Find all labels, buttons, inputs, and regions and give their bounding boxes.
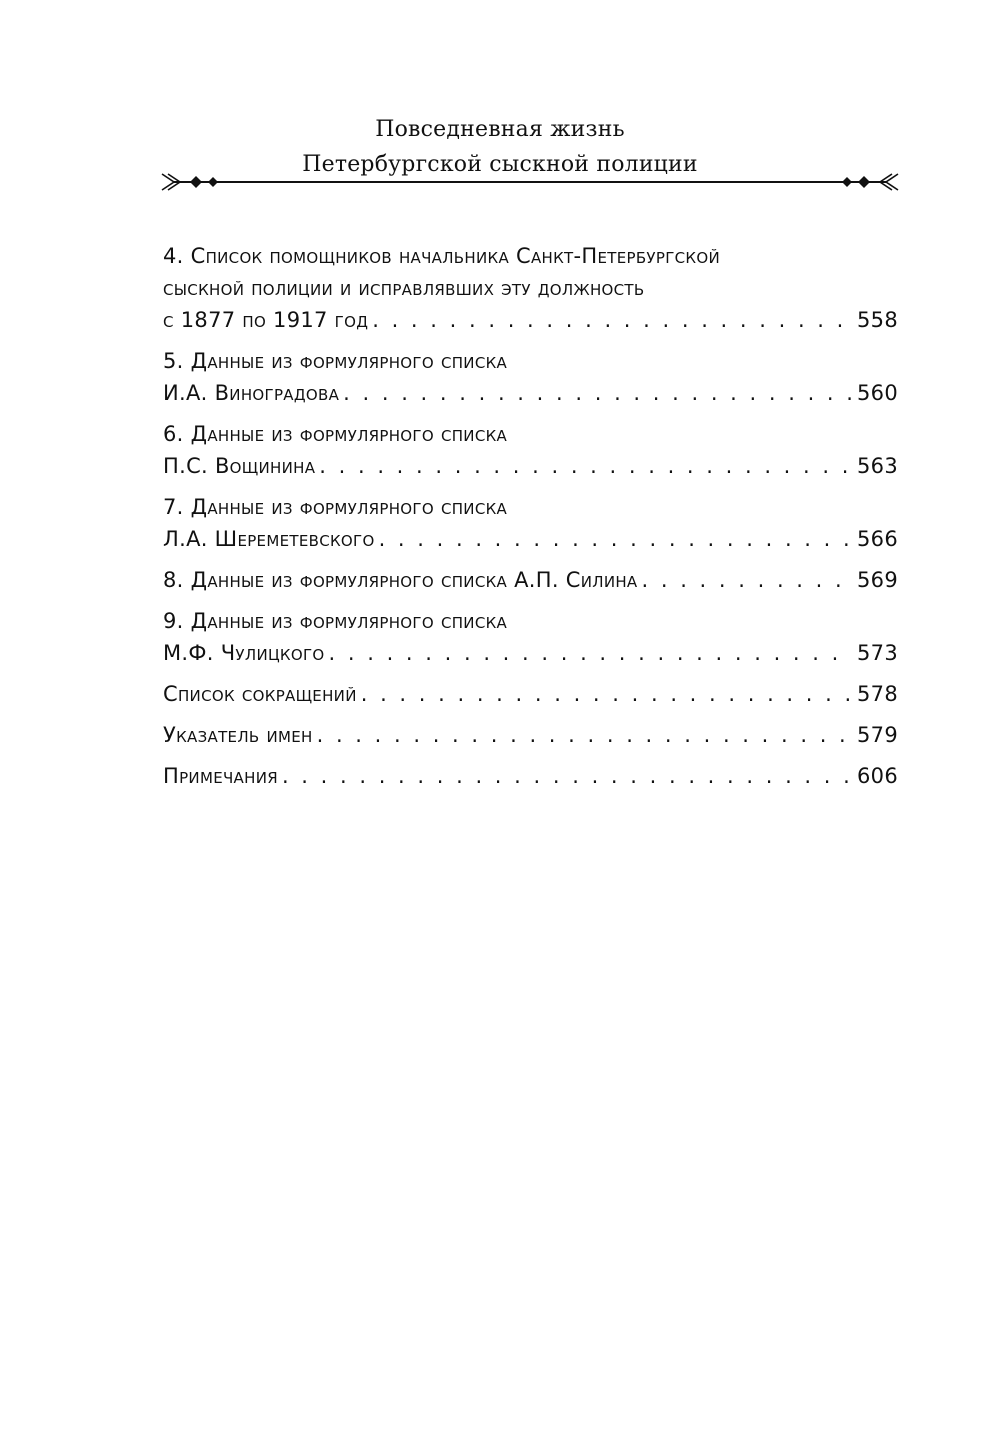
toc-entry-text: с 1877 по 1917 год xyxy=(163,308,369,332)
toc-entry-9[interactable] xyxy=(163,605,898,669)
dot-leader xyxy=(379,523,853,555)
toc-entry-text: Указатель имен xyxy=(163,723,313,747)
toc-entry-text: 7. Данные из формулярного списка xyxy=(163,495,508,519)
toc-entry-6[interactable] xyxy=(163,418,898,482)
toc-entry-7[interactable] xyxy=(163,491,898,555)
toc-entry-text: сыскной полиции и исправлявших эту должность xyxy=(163,276,645,300)
toc-entry-text: Примечания xyxy=(163,764,278,788)
toc-entry-text: Список сокращений xyxy=(163,682,357,706)
toc-entry-8[interactable] xyxy=(163,564,898,596)
toc-entry-name-index[interactable] xyxy=(163,719,898,751)
toc-entry-5[interactable] xyxy=(163,345,898,409)
toc-page-number: 606 xyxy=(857,764,898,788)
toc-page-number: 573 xyxy=(857,641,898,665)
toc-entry-abbreviations[interactable] xyxy=(163,678,898,710)
toc-entry-text: 4. Список помощников начальника Санкт-Петербургской xyxy=(163,244,721,268)
toc-entry-text: 6. Данные из формулярного списка xyxy=(163,422,508,446)
header-line-2: Петербургской сыскной полиции xyxy=(302,152,698,177)
toc-entry-text: И.А. Виноградова xyxy=(163,381,340,405)
dot-leader xyxy=(282,760,853,792)
dot-leader xyxy=(372,304,853,336)
dot-leader xyxy=(319,450,853,482)
toc-entry-notes[interactable] xyxy=(163,760,898,792)
ornamental-rule xyxy=(160,168,900,198)
toc-entry-text: М.Ф. Чулицкого xyxy=(163,641,325,665)
table-of-contents xyxy=(163,240,898,801)
toc-page-number: 578 xyxy=(857,682,898,706)
dot-leader xyxy=(343,377,853,409)
toc-entry-text: 9. Данные из формулярного списка xyxy=(163,609,508,633)
toc-page-number: 579 xyxy=(857,723,898,747)
dot-leader xyxy=(361,678,853,710)
toc-page-number: 558 xyxy=(857,308,898,332)
toc-page-number: 560 xyxy=(857,381,898,405)
toc-page-number: 569 xyxy=(857,568,898,592)
toc-entry-text: Л.А. Шереметевского xyxy=(163,527,375,551)
toc-entry-text: П.С. Вощинина xyxy=(163,454,316,478)
toc-page-number: 563 xyxy=(857,454,898,478)
dot-leader xyxy=(642,564,854,596)
toc-page-number: 566 xyxy=(857,527,898,551)
header-line-1: Повседневная жизнь xyxy=(375,117,625,142)
dot-leader xyxy=(317,719,853,751)
toc-entry-text: 5. Данные из формулярного списка xyxy=(163,349,508,373)
toc-entry-text: 8. Данные из формулярного списка А.П. Силина xyxy=(163,568,638,592)
dot-leader xyxy=(329,637,854,669)
toc-entry-4[interactable] xyxy=(163,240,898,336)
